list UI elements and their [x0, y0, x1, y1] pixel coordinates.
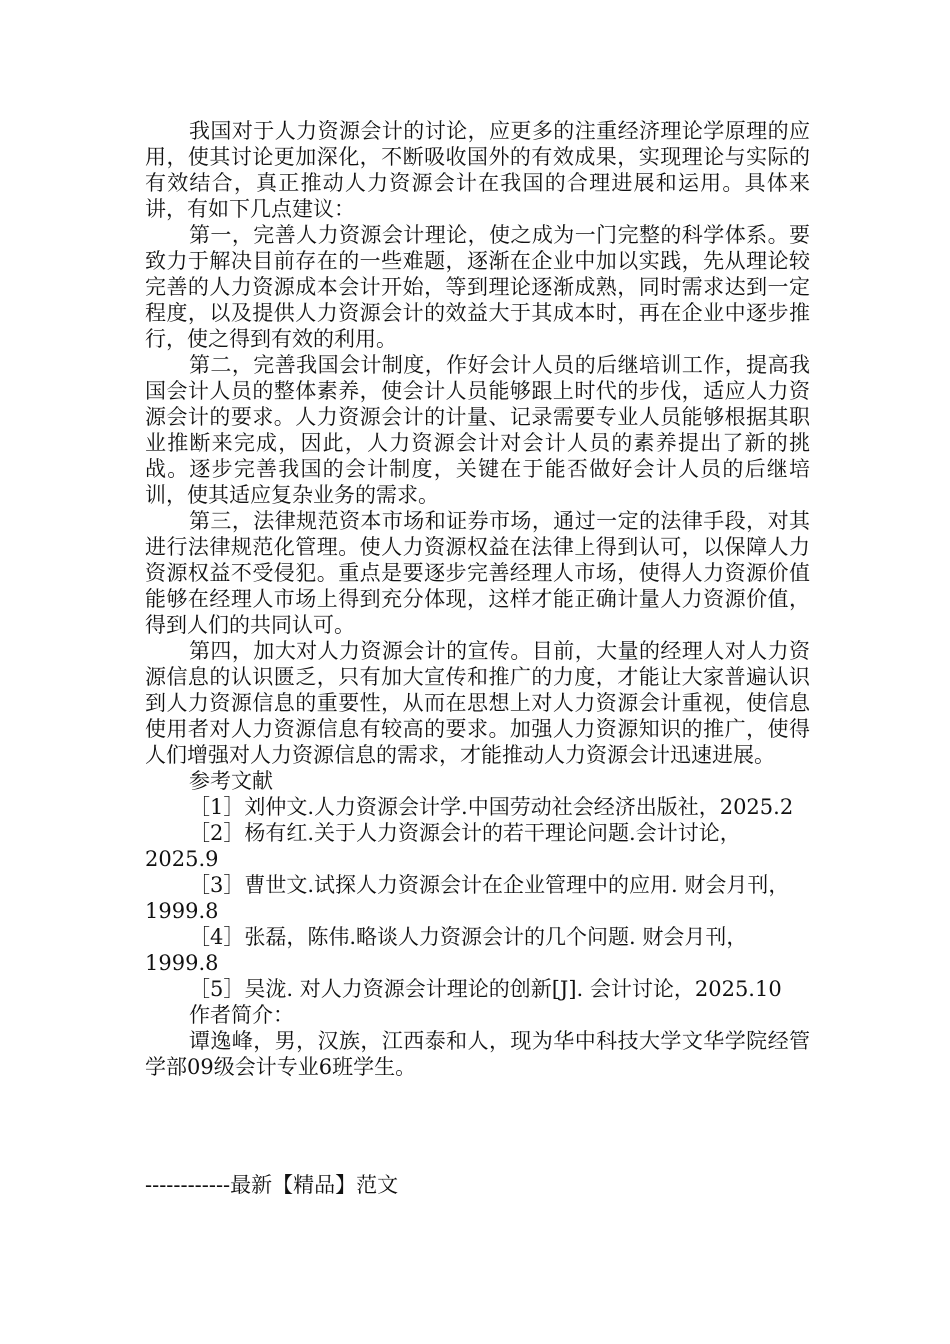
body-paragraph-intro: 我国对于人力资源会计的讨论，应更多的注重经济理论学原理的应用，使其讨论更加深化，不断吸收国外的有效成果，实现理论与实际的有效结合，真正推动人力资源会计在我国的合理进展和运用。具体来讲，有如下几点建议： [145, 119, 810, 221]
document-page [145, 118, 810, 1080]
body-paragraph-second-suggestion: 第二，完善我国会计制度，作好会计人员的后继培训工作，提高我国会计人员的整体素养，使会计人员能够跟上时代的步伐，适应人力资源会计的要求。人力资源会计的计量、记录需要专业人员能够根据其职业推断来完成，因此，人力资源会计对会计人员的素养提出了新的挑战。逐步完善我国的会计制度，关键在于能否做好会计人员的后继培训，使其适应复杂业务的需求。 [145, 353, 810, 507]
body-paragraph-third-suggestion: 第三，法律规范资本市场和证券市场，通过一定的法律手段，对其进行法律规范化管理。使人力资源权益在法律上得到认可，以保障人力资源权益不受侵犯。重点是要逐步完善经理人市场，使得人力资源价值能够在经理人市场上得到充分体现，这样才能正确计量人力资源价值，得到人们的共同认可。 [145, 509, 810, 637]
body-paragraph-fourth-suggestion: 第四，加大对人力资源会计的宣传。目前，大量的经理人对人力资源信息的认识匮乏，只有加大宣传和推广的力度，才能让大家普遍认识到人力资源信息的重要性，从而在思想上对人力资源会计重视，使信息使用者对人力资源信息有较高的要求。加强人力资源知识的推广，使得人们增强对人力资源信息的需求，才能推动人力资源会计迅速进展。 [145, 639, 810, 767]
body-paragraph-first-suggestion: 第一，完善人力资源会计理论，使之成为一门完整的科学体系。要致力于解决目前存在的一些难题，逐渐在企业中加以实践，先从理论较完善的人力资源成本会计开始，等到理论逐渐成熟，同时需求达到一定程度，以及提供人力资源会计的效益大于其成本时，再在企业中逐步推行，使之得到有效的利用。 [145, 223, 810, 351]
author-heading: 作者简介： [189, 1003, 294, 1027]
footer-banner: ------------最新【精品】范文 [145, 1173, 399, 1197]
reference-item-3: ［3］曹世文.试探人力资源会计在企业管理中的应用. 财会月刊，1999.8 [145, 873, 790, 923]
reference-item-2: ［2］杨有红.关于人力资源会计的若干理论问题.会计讨论，2025.9 [145, 821, 741, 871]
reference-item-5: ［5］吴泷. 对人力资源会计理论的创新[J]. 会计讨论，2025.10 [189, 977, 782, 1001]
reference-item-1: ［1］刘仲文.人力资源会计学.中国劳动社会经济出版社，2025.2 [189, 795, 794, 819]
author-bio: 谭逸峰，男，汉族，江西泰和人，现为华中科技大学文华学院经管学部09级会计专业6班学生。 [145, 1029, 810, 1079]
references-heading: 参考文献 [189, 769, 273, 793]
reference-item-4: ［4］张磊，陈伟.略谈人力资源会计的几个问题. 财会月刊，1999.8 [145, 925, 748, 975]
